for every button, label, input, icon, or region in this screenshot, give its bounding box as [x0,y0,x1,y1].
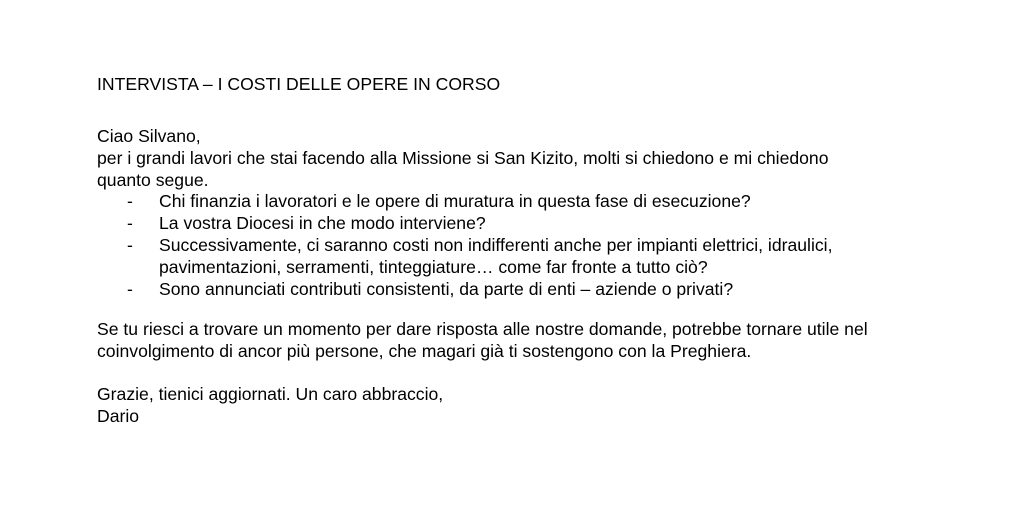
list-item [97,278,832,300]
list-item-text: Sono annunciati contributi consistenti, da parte di enti – aziende o privati? [159,279,734,299]
list-item-text: Chi finanzia i lavoratori e le opere di muratura in questa fase di esecuzione? [159,191,751,211]
list-item [97,212,832,234]
bullet-dash: - [127,213,133,233]
intro-line-1: per i grandi lavori che stai facendo alla Missione si San Kizito, molti si chiedono e mi chiedono [97,148,829,168]
intro-line-2: quanto segue. [97,170,209,190]
document-title: INTERVISTA – I COSTI DELLE OPERE IN CORSO [97,74,501,94]
list-item-text-continued: pavimentazioni, serramenti, tinteggiature… come far fronte a tutto ciò? [159,257,708,277]
list-item [97,234,832,278]
bullet-dash: - [127,235,133,255]
signature: Dario [97,406,140,426]
question-list [97,190,832,300]
closing-line: Grazie, tienici aggiornati. Un caro abbraccio, [97,384,444,404]
list-item-text: La vostra Diocesi in che modo interviene? [159,213,486,233]
bullet-dash: - [127,191,133,211]
paragraph-line-1: Se tu riesci a trovare un momento per dare risposta alle nostre domande, potrebbe tornare utile nel [97,319,868,339]
bullet-dash: - [127,279,133,299]
list-item-text: Successivamente, ci saranno costi non indifferenti anche per impianti elettrici, idraulici, [159,235,833,255]
list-item [97,190,832,212]
greeting: Ciao Silvano, [97,126,201,146]
paragraph-line-2: coinvolgimento di ancor più persone, che magari già ti sostengono con la Preghiera. [97,341,752,361]
document-page [97,0,977,512]
